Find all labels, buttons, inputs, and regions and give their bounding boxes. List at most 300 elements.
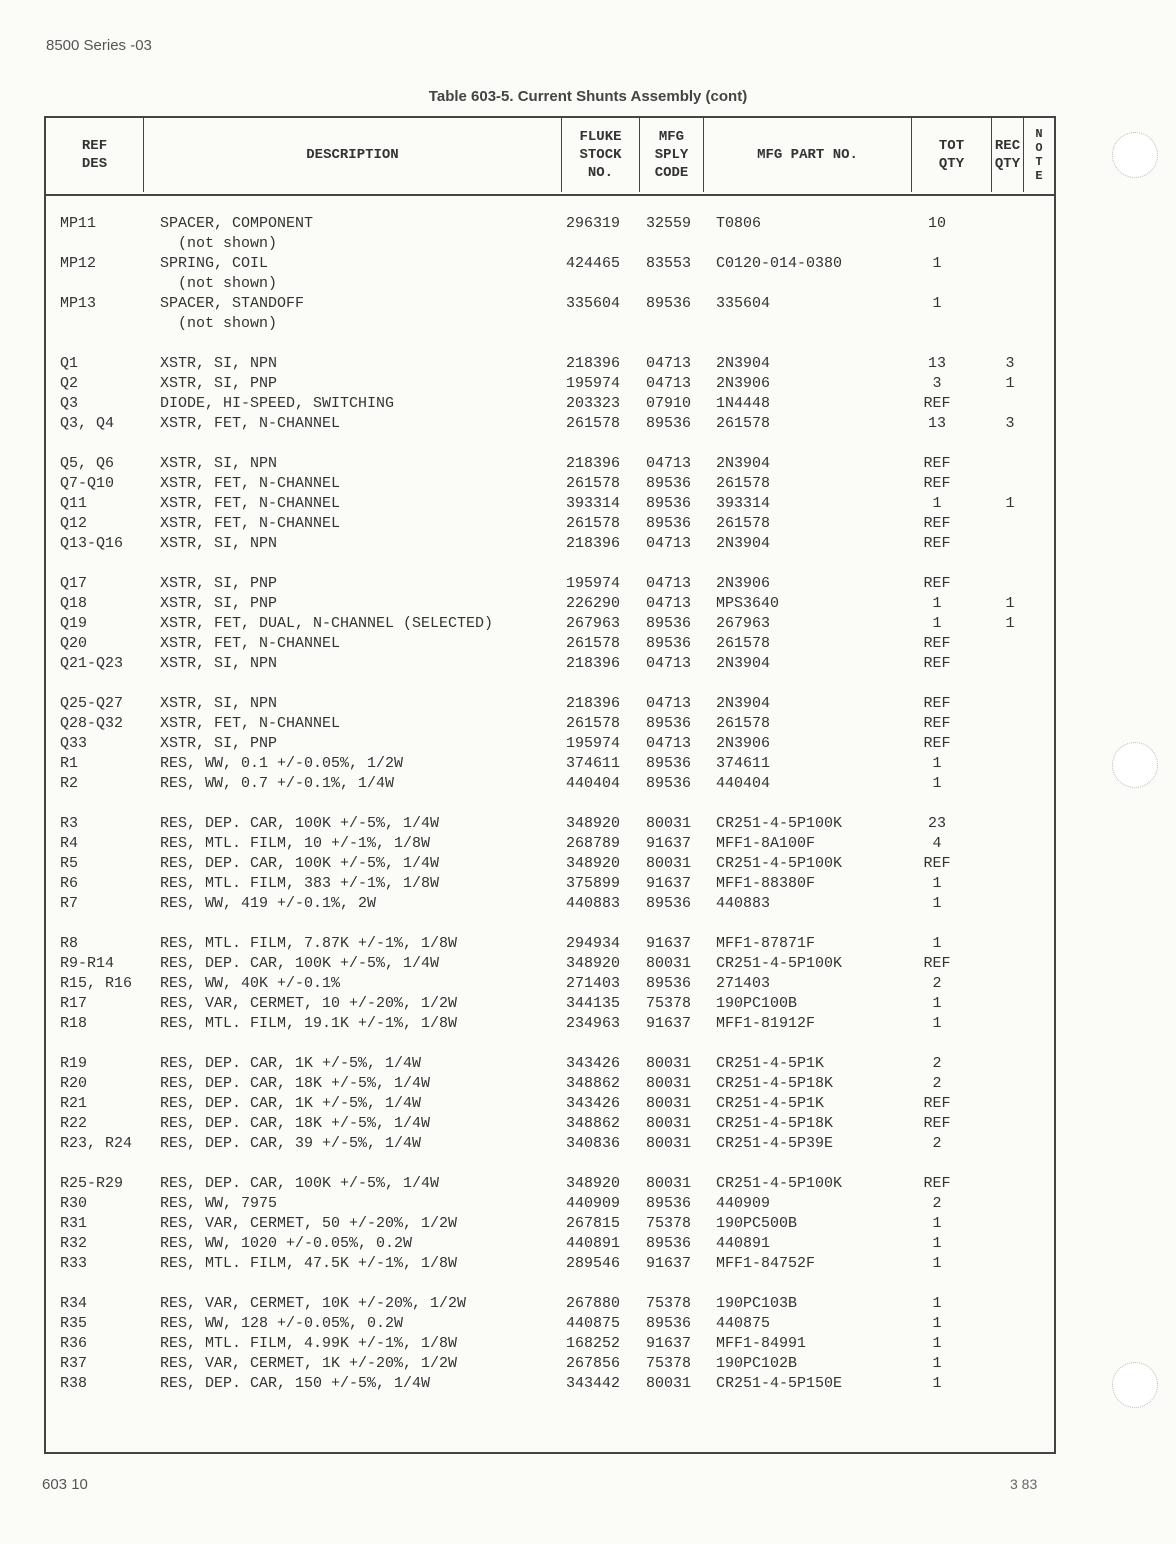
description-cell: SPRING, COIL <box>160 255 269 272</box>
table-row <box>46 1294 1054 1314</box>
mfg-code-cell: 89536 <box>646 1195 692 1212</box>
description-cell: RES, MTL. FILM, 19.1K +/-1%, 1/8W <box>160 1015 458 1032</box>
description-cell: RES, VAR, CERMET, 50 +/-20%, 1/2W <box>160 1215 458 1232</box>
description-cell: RES, MTL. FILM, 10 +/-1%, 1/8W <box>160 835 431 852</box>
mfg-part-cell: 190PC100B <box>716 995 798 1012</box>
table-row <box>46 1354 1054 1374</box>
table-row <box>46 774 1054 794</box>
fluke-stock-cell: 375899 <box>566 875 621 892</box>
mfg-part-cell: 440909 <box>716 1195 771 1212</box>
mfg-part-cell: 335604 <box>716 295 771 312</box>
table-row <box>46 714 1054 734</box>
tot-qty-cell: 1 <box>932 1375 942 1392</box>
tot-qty-cell: 2 <box>932 1195 942 1212</box>
description-cell: XSTR, SI, PNP <box>160 595 278 612</box>
ref-des-cell: R33 <box>60 1255 88 1272</box>
table-row <box>46 254 1054 274</box>
mfg-part-cell: 440875 <box>716 1315 771 1332</box>
fluke-stock-cell: 343442 <box>566 1375 621 1392</box>
table-row <box>46 1074 1054 1094</box>
mfg-part-cell: CR251-4-5P1K <box>716 1055 825 1072</box>
mfg-part-cell: 2N3904 <box>716 455 771 472</box>
rec-qty-cell: 1 <box>1005 595 1015 612</box>
col-ref-des: REF DES <box>46 118 144 192</box>
ref-des-cell: Q2 <box>60 375 79 392</box>
table-row <box>46 1134 1054 1154</box>
mfg-part-cell: 261578 <box>716 515 771 532</box>
ref-des-cell: R22 <box>60 1115 88 1132</box>
table-row <box>46 814 1054 834</box>
table-row <box>46 1014 1054 1034</box>
tot-qty-cell: 23 <box>927 815 946 832</box>
ref-des-cell: MP11 <box>60 215 97 232</box>
ref-des-cell: R32 <box>60 1235 88 1252</box>
mfg-code-cell: 75378 <box>646 1215 692 1232</box>
tot-qty-cell: 4 <box>932 835 942 852</box>
tot-qty-cell: REF <box>923 715 951 732</box>
tot-qty-cell: REF <box>923 575 951 592</box>
fluke-stock-cell: 261578 <box>566 415 621 432</box>
tot-qty-cell: REF <box>923 1095 951 1112</box>
table-row <box>46 1334 1054 1354</box>
row-group <box>46 1054 1054 1154</box>
mfg-part-cell: 261578 <box>716 475 771 492</box>
description-cell: RES, MTL. FILM, 47.5K +/-1%, 1/8W <box>160 1255 458 1272</box>
description-cell: SPACER, STANDOFF <box>160 295 305 312</box>
description-cell: RES, WW, 0.1 +/-0.05%, 1/2W <box>160 755 404 772</box>
ref-des-cell: R20 <box>60 1075 88 1092</box>
rec-qty-cell: 1 <box>1005 615 1015 632</box>
mfg-code-cell: 89536 <box>646 975 692 992</box>
revision-date: 3 83 <box>1010 1476 1038 1492</box>
tot-qty-cell: REF <box>923 535 951 552</box>
mfg-code-cell: 89536 <box>646 415 692 432</box>
mfg-code-cell: 04713 <box>646 575 692 592</box>
mfg-code-cell: 89536 <box>646 495 692 512</box>
tot-qty-cell: 1 <box>932 595 942 612</box>
tot-qty-cell: 1 <box>932 1255 942 1272</box>
fluke-stock-cell: 348920 <box>566 815 621 832</box>
table-row <box>46 974 1054 994</box>
mfg-part-cell: CR251-4-5P100K <box>716 1175 843 1192</box>
tot-qty-cell: REF <box>923 1175 951 1192</box>
fluke-stock-cell: 440883 <box>566 895 621 912</box>
table-row <box>46 654 1054 674</box>
tot-qty-cell: 1 <box>932 1355 942 1372</box>
description-cell: XSTR, FET, N-CHANNEL <box>160 635 341 652</box>
tot-qty-cell: REF <box>923 475 951 492</box>
description-cell: RES, DEP. CAR, 18K +/-5%, 1/4W <box>160 1075 431 1092</box>
ref-des-cell: Q19 <box>60 615 88 632</box>
table-row <box>46 934 1054 954</box>
table-row <box>46 734 1054 754</box>
table-row <box>46 594 1054 614</box>
mfg-part-cell: CR251-4-5P150E <box>716 1375 843 1392</box>
table-row <box>46 314 1054 334</box>
tot-qty-cell: REF <box>923 1115 951 1132</box>
description-cell: XSTR, SI, NPN <box>160 355 278 372</box>
description-cell: RES, WW, 0.7 +/-0.1%, 1/4W <box>160 775 395 792</box>
row-group <box>46 354 1054 434</box>
mfg-part-cell: 2N3904 <box>716 355 771 372</box>
ref-des-cell: R1 <box>60 755 79 772</box>
table-row <box>46 1374 1054 1394</box>
description-cell: RES, DEP. CAR, 100K +/-5%, 1/4W <box>160 1175 440 1192</box>
tot-qty-cell: 2 <box>932 1075 942 1092</box>
mfg-code-cell: 04713 <box>646 455 692 472</box>
table-row <box>46 1234 1054 1254</box>
row-group <box>46 694 1054 794</box>
mfg-part-cell: 261578 <box>716 715 771 732</box>
ref-des-cell: R15, R16 <box>60 975 133 992</box>
table-row <box>46 454 1054 474</box>
fluke-stock-cell: 267963 <box>566 615 621 632</box>
fluke-stock-cell: 203323 <box>566 395 621 412</box>
mfg-code-cell: 04713 <box>646 375 692 392</box>
table-row <box>46 574 1054 594</box>
mfg-part-cell: 393314 <box>716 495 771 512</box>
fluke-stock-cell: 343426 <box>566 1055 621 1072</box>
rec-qty-cell: 1 <box>1005 375 1015 392</box>
tot-qty-cell: 1 <box>932 1335 942 1352</box>
mfg-part-cell: CR251-4-5P39E <box>716 1135 834 1152</box>
description-cell: XSTR, SI, NPN <box>160 695 278 712</box>
mfg-part-cell: 2N3906 <box>716 375 771 392</box>
description-cell: RES, WW, 419 +/-0.1%, 2W <box>160 895 377 912</box>
table-row <box>46 214 1054 234</box>
ref-des-cell: Q11 <box>60 495 88 512</box>
fluke-stock-cell: 218396 <box>566 535 621 552</box>
ref-des-cell: Q21-Q23 <box>60 655 124 672</box>
description-cell: RES, MTL. FILM, 4.99K +/-1%, 1/8W <box>160 1335 458 1352</box>
mfg-part-cell: 2N3904 <box>716 655 771 672</box>
fluke-stock-cell: 289546 <box>566 1255 621 1272</box>
fluke-stock-cell: 218396 <box>566 355 621 372</box>
fluke-stock-cell: 348862 <box>566 1075 621 1092</box>
description-cell: XSTR, FET, N-CHANNEL <box>160 495 341 512</box>
fluke-stock-cell: 267815 <box>566 1215 621 1232</box>
mfg-code-cell: 75378 <box>646 995 692 1012</box>
tot-qty-cell: 1 <box>932 1015 942 1032</box>
mfg-code-cell: 89536 <box>646 515 692 532</box>
mfg-part-cell: MPS3640 <box>716 595 780 612</box>
col-mfg-sply-code: MFG SPLY CODE <box>640 118 704 192</box>
table-row <box>46 494 1054 514</box>
mfg-code-cell: 80031 <box>646 815 692 832</box>
tot-qty-cell: 13 <box>927 355 946 372</box>
fluke-stock-cell: 424465 <box>566 255 621 272</box>
fluke-stock-cell: 393314 <box>566 495 621 512</box>
table-row <box>46 854 1054 874</box>
mfg-part-cell: CR251-4-5P1K <box>716 1095 825 1112</box>
fluke-stock-cell: 440875 <box>566 1315 621 1332</box>
table-row <box>46 1054 1054 1074</box>
mfg-code-cell: 32559 <box>646 215 692 232</box>
ref-des-cell: R8 <box>60 935 79 952</box>
table-row <box>46 294 1054 314</box>
description-cell: RES, DEP. CAR, 18K +/-5%, 1/4W <box>160 1115 431 1132</box>
ref-des-cell: Q3 <box>60 395 79 412</box>
tot-qty-cell: 2 <box>932 1055 942 1072</box>
table-row <box>46 894 1054 914</box>
tot-qty-cell: REF <box>923 695 951 712</box>
mfg-code-cell: 80031 <box>646 855 692 872</box>
description-cell: RES, DEP. CAR, 1K +/-5%, 1/4W <box>160 1095 422 1112</box>
mfg-part-cell: CR251-4-5P100K <box>716 815 843 832</box>
ref-des-cell: R25-R29 <box>60 1175 124 1192</box>
table-row <box>46 1114 1054 1134</box>
fluke-stock-cell: 195974 <box>566 575 621 592</box>
tot-qty-cell: REF <box>923 855 951 872</box>
description-cell: RES, DEP. CAR, 100K +/-5%, 1/4W <box>160 815 440 832</box>
fluke-stock-cell: 267856 <box>566 1355 621 1372</box>
fluke-stock-cell: 195974 <box>566 375 621 392</box>
fluke-stock-cell: 296319 <box>566 215 621 232</box>
mfg-part-cell: 440883 <box>716 895 771 912</box>
table-body <box>46 214 1054 1414</box>
ref-des-cell: R38 <box>60 1375 88 1392</box>
mfg-part-cell: MFF1-81912F <box>716 1015 816 1032</box>
table-row <box>46 414 1054 434</box>
table-row <box>46 1214 1054 1234</box>
mfg-code-cell: 89536 <box>646 895 692 912</box>
fluke-stock-cell: 343426 <box>566 1095 621 1112</box>
description-cell: (not shown) <box>160 275 278 292</box>
ref-des-cell: Q5, Q6 <box>60 455 115 472</box>
table-row <box>46 614 1054 634</box>
ref-des-cell: R4 <box>60 835 79 852</box>
ref-des-cell: Q13-Q16 <box>60 535 124 552</box>
rec-qty-cell: 3 <box>1005 355 1015 372</box>
description-cell: XSTR, SI, PNP <box>160 375 278 392</box>
description-cell: RES, WW, 128 +/-0.05%, 0.2W <box>160 1315 404 1332</box>
mfg-code-cell: 80031 <box>646 1175 692 1192</box>
ref-des-cell: Q12 <box>60 515 88 532</box>
description-cell: XSTR, SI, NPN <box>160 535 278 552</box>
tot-qty-cell: 1 <box>932 495 942 512</box>
tot-qty-cell: 2 <box>932 975 942 992</box>
row-group <box>46 454 1054 554</box>
ref-des-cell: Q17 <box>60 575 88 592</box>
fluke-stock-cell: 268789 <box>566 835 621 852</box>
binder-hole <box>1112 1362 1158 1408</box>
col-fluke-stock: FLUKE STOCK NO. <box>562 118 640 192</box>
mfg-part-cell: CR251-4-5P18K <box>716 1115 834 1132</box>
tot-qty-cell: 2 <box>932 1135 942 1152</box>
tot-qty-cell: 10 <box>927 215 946 232</box>
description-cell: RES, VAR, CERMET, 10K +/-20%, 1/2W <box>160 1295 467 1312</box>
table-row <box>46 1194 1054 1214</box>
mfg-part-cell: 190PC500B <box>716 1215 798 1232</box>
description-cell: XSTR, SI, NPN <box>160 455 278 472</box>
mfg-part-cell: 271403 <box>716 975 771 992</box>
mfg-part-cell: C0120-014-0380 <box>716 255 843 272</box>
mfg-code-cell: 89536 <box>646 475 692 492</box>
mfg-code-cell: 89536 <box>646 635 692 652</box>
table-row <box>46 1254 1054 1274</box>
ref-des-cell: R2 <box>60 775 79 792</box>
mfg-code-cell: 04713 <box>646 735 692 752</box>
ref-des-cell: R3 <box>60 815 79 832</box>
table-row <box>46 374 1054 394</box>
mfg-code-cell: 89536 <box>646 615 692 632</box>
mfg-part-cell: 190PC103B <box>716 1295 798 1312</box>
table-row <box>46 514 1054 534</box>
description-cell: RES, DEP. CAR, 150 +/-5%, 1/4W <box>160 1375 431 1392</box>
mfg-code-cell: 91637 <box>646 1255 692 1272</box>
parts-table <box>44 116 1056 1454</box>
ref-des-cell: Q28-Q32 <box>60 715 124 732</box>
tot-qty-cell: REF <box>923 395 951 412</box>
fluke-stock-cell: 261578 <box>566 515 621 532</box>
tot-qty-cell: REF <box>923 455 951 472</box>
table-row <box>46 1314 1054 1334</box>
tot-qty-cell: 1 <box>932 1235 942 1252</box>
row-group <box>46 1294 1054 1394</box>
description-cell: RES, WW, 7975 <box>160 1195 278 1212</box>
ref-des-cell: MP13 <box>60 295 97 312</box>
ref-des-cell: Q25-Q27 <box>60 695 124 712</box>
ref-des-cell: R23, R24 <box>60 1135 133 1152</box>
table-row <box>46 354 1054 374</box>
description-cell: XSTR, FET, N-CHANNEL <box>160 715 341 732</box>
mfg-part-cell: 190PC102B <box>716 1355 798 1372</box>
ref-des-cell: R18 <box>60 1015 88 1032</box>
mfg-code-cell: 91637 <box>646 835 692 852</box>
ref-des-cell: MP12 <box>60 255 97 272</box>
rec-qty-cell: 3 <box>1005 415 1015 432</box>
tot-qty-cell: 1 <box>932 875 942 892</box>
description-cell: RES, DEP. CAR, 1K +/-5%, 1/4W <box>160 1055 422 1072</box>
mfg-code-cell: 89536 <box>646 295 692 312</box>
description-cell: RES, WW, 40K +/-0.1% <box>160 975 341 992</box>
ref-des-cell: Q33 <box>60 735 88 752</box>
ref-des-cell: R19 <box>60 1055 88 1072</box>
mfg-code-cell: 04713 <box>646 655 692 672</box>
mfg-code-cell: 04713 <box>646 695 692 712</box>
ref-des-cell: R7 <box>60 895 79 912</box>
tot-qty-cell: 1 <box>932 755 942 772</box>
table-row <box>46 634 1054 654</box>
col-note: N O T E <box>1035 127 1043 183</box>
fluke-stock-cell: 440909 <box>566 1195 621 1212</box>
mfg-code-cell: 80031 <box>646 1075 692 1092</box>
table-row <box>46 534 1054 554</box>
mfg-part-cell: CR251-4-5P100K <box>716 955 843 972</box>
description-cell: RES, MTL. FILM, 7.87K +/-1%, 1/8W <box>160 935 458 952</box>
mfg-code-cell: 89536 <box>646 1235 692 1252</box>
description-cell: XSTR, FET, DUAL, N-CHANNEL (SELECTED) <box>160 615 494 632</box>
table-row <box>46 394 1054 414</box>
ref-des-cell: R21 <box>60 1095 88 1112</box>
fluke-stock-cell: 261578 <box>566 715 621 732</box>
ref-des-cell: R9-R14 <box>60 955 115 972</box>
table-header-row <box>46 118 1054 196</box>
fluke-stock-cell: 335604 <box>566 295 621 312</box>
col-mfg-part-no: MFG PART NO. <box>704 118 912 192</box>
description-cell: XSTR, SI, PNP <box>160 735 278 752</box>
mfg-code-cell: 04713 <box>646 355 692 372</box>
tot-qty-cell: 1 <box>932 1215 942 1232</box>
rec-qty-cell: 1 <box>1005 495 1015 512</box>
description-cell: (not shown) <box>160 235 278 252</box>
mfg-part-cell: MFF1-8A100F <box>716 835 816 852</box>
mfg-code-cell: 80031 <box>646 1055 692 1072</box>
mfg-code-cell: 04713 <box>646 595 692 612</box>
col-description: DESCRIPTION <box>144 118 562 192</box>
mfg-code-cell: 91637 <box>646 1335 692 1352</box>
mfg-part-cell: 261578 <box>716 635 771 652</box>
fluke-stock-cell: 440891 <box>566 1235 621 1252</box>
table-row <box>46 754 1054 774</box>
ref-des-cell: R5 <box>60 855 79 872</box>
description-cell: RES, VAR, CERMET, 10 +/-20%, 1/2W <box>160 995 458 1012</box>
fluke-stock-cell: 344135 <box>566 995 621 1012</box>
tot-qty-cell: REF <box>923 635 951 652</box>
series-header: 8500 Series -03 <box>46 37 152 54</box>
row-group <box>46 214 1054 334</box>
tot-qty-cell: 1 <box>932 1295 942 1312</box>
mfg-code-cell: 89536 <box>646 775 692 792</box>
description-cell: RES, VAR, CERMET, 1K +/-20%, 1/2W <box>160 1355 458 1372</box>
mfg-part-cell: T0806 <box>716 215 762 232</box>
binder-hole <box>1112 742 1158 788</box>
description-cell: XSTR, SI, NPN <box>160 655 278 672</box>
col-tot-qty: TOT QTY <box>912 118 992 192</box>
fluke-stock-cell: 218396 <box>566 455 621 472</box>
table-row <box>46 954 1054 974</box>
mfg-part-cell: 440891 <box>716 1235 771 1252</box>
mfg-part-cell: 440404 <box>716 775 771 792</box>
description-cell: SPACER, COMPONENT <box>160 215 314 232</box>
fluke-stock-cell: 226290 <box>566 595 621 612</box>
fluke-stock-cell: 271403 <box>566 975 621 992</box>
tot-qty-cell: 1 <box>932 255 942 272</box>
tot-qty-cell: 1 <box>932 935 942 952</box>
fluke-stock-cell: 374611 <box>566 755 621 772</box>
fluke-stock-cell: 348862 <box>566 1115 621 1132</box>
mfg-code-cell: 04713 <box>646 535 692 552</box>
ref-des-cell: Q1 <box>60 355 79 372</box>
mfg-part-cell: MFF1-88380F <box>716 875 816 892</box>
ref-des-cell: R6 <box>60 875 79 892</box>
mfg-code-cell: 91637 <box>646 875 692 892</box>
tot-qty-cell: 1 <box>932 995 942 1012</box>
fluke-stock-cell: 440404 <box>566 775 621 792</box>
mfg-code-cell: 75378 <box>646 1355 692 1372</box>
tot-qty-cell: REF <box>923 655 951 672</box>
description-cell: XSTR, FET, N-CHANNEL <box>160 475 341 492</box>
mfg-part-cell: 2N3904 <box>716 695 771 712</box>
fluke-stock-cell: 261578 <box>566 635 621 652</box>
table-row <box>46 274 1054 294</box>
tot-qty-cell: 1 <box>932 775 942 792</box>
description-cell: RES, WW, 1020 +/-0.05%, 0.2W <box>160 1235 413 1252</box>
fluke-stock-cell: 234963 <box>566 1015 621 1032</box>
mfg-code-cell: 07910 <box>646 395 692 412</box>
binder-hole <box>1112 132 1158 178</box>
mfg-code-cell: 80031 <box>646 955 692 972</box>
mfg-code-cell: 91637 <box>646 935 692 952</box>
ref-des-cell: R35 <box>60 1315 88 1332</box>
ref-des-cell: R36 <box>60 1335 88 1352</box>
mfg-part-cell: MFF1-87871F <box>716 935 816 952</box>
fluke-stock-cell: 195974 <box>566 735 621 752</box>
description-cell: XSTR, SI, PNP <box>160 575 278 592</box>
tot-qty-cell: REF <box>923 515 951 532</box>
ref-des-cell: Q18 <box>60 595 88 612</box>
mfg-code-cell: 80031 <box>646 1375 692 1392</box>
